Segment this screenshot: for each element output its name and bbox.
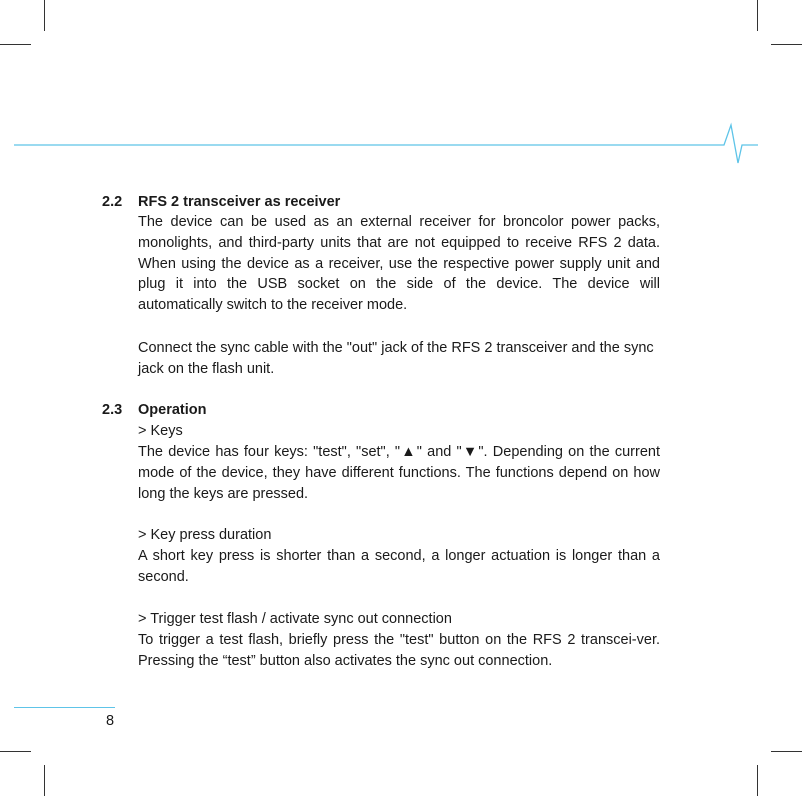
subheading: > Keys <box>138 423 183 439</box>
footer-rule <box>14 707 115 708</box>
section-title: Operation <box>138 402 207 418</box>
paragraph: The device has four keys: "test", "set", "▲" and "▼". Depending on the current mode of the device, they have different functions. The functions depend on how long the keys are pressed. <box>138 444 660 502</box>
section-number: 2.2 <box>102 194 123 210</box>
crop-mark <box>771 751 802 752</box>
section-number: 2.3 <box>102 402 123 418</box>
crop-mark <box>757 765 758 796</box>
header-pulse-line <box>0 0 802 200</box>
paragraph: A short key press is shorter than a second, a longer actuation is longer than a second. <box>138 548 660 585</box>
paragraph: The device can be used as an external receiver for broncolor power packs, monolights, and third-party units that are not equipped to receive RFS 2 data. When using the device as a receiver, use the respective power supply unit and plug it into the USB socket on the side of the device. The device will automatically switch to the receiver mode. <box>138 214 660 314</box>
crop-mark <box>44 765 45 796</box>
crop-mark <box>0 751 31 752</box>
paragraph: Connect the sync cable with the "out" jack of the RFS 2 transceiver and the sync jack on the flash unit. <box>138 340 654 377</box>
paragraph: To trigger a test flash, briefly press the "test" button on the RFS 2 transcei-ver. Pressing the “test” button also activates the sync out connection. <box>138 632 660 669</box>
subheading: > Trigger test flash / activate sync out connection <box>138 611 452 627</box>
page-number: 8 <box>106 713 115 729</box>
section-title: RFS 2 transceiver as receiver <box>138 194 341 210</box>
subheading: > Key press duration <box>138 527 272 543</box>
